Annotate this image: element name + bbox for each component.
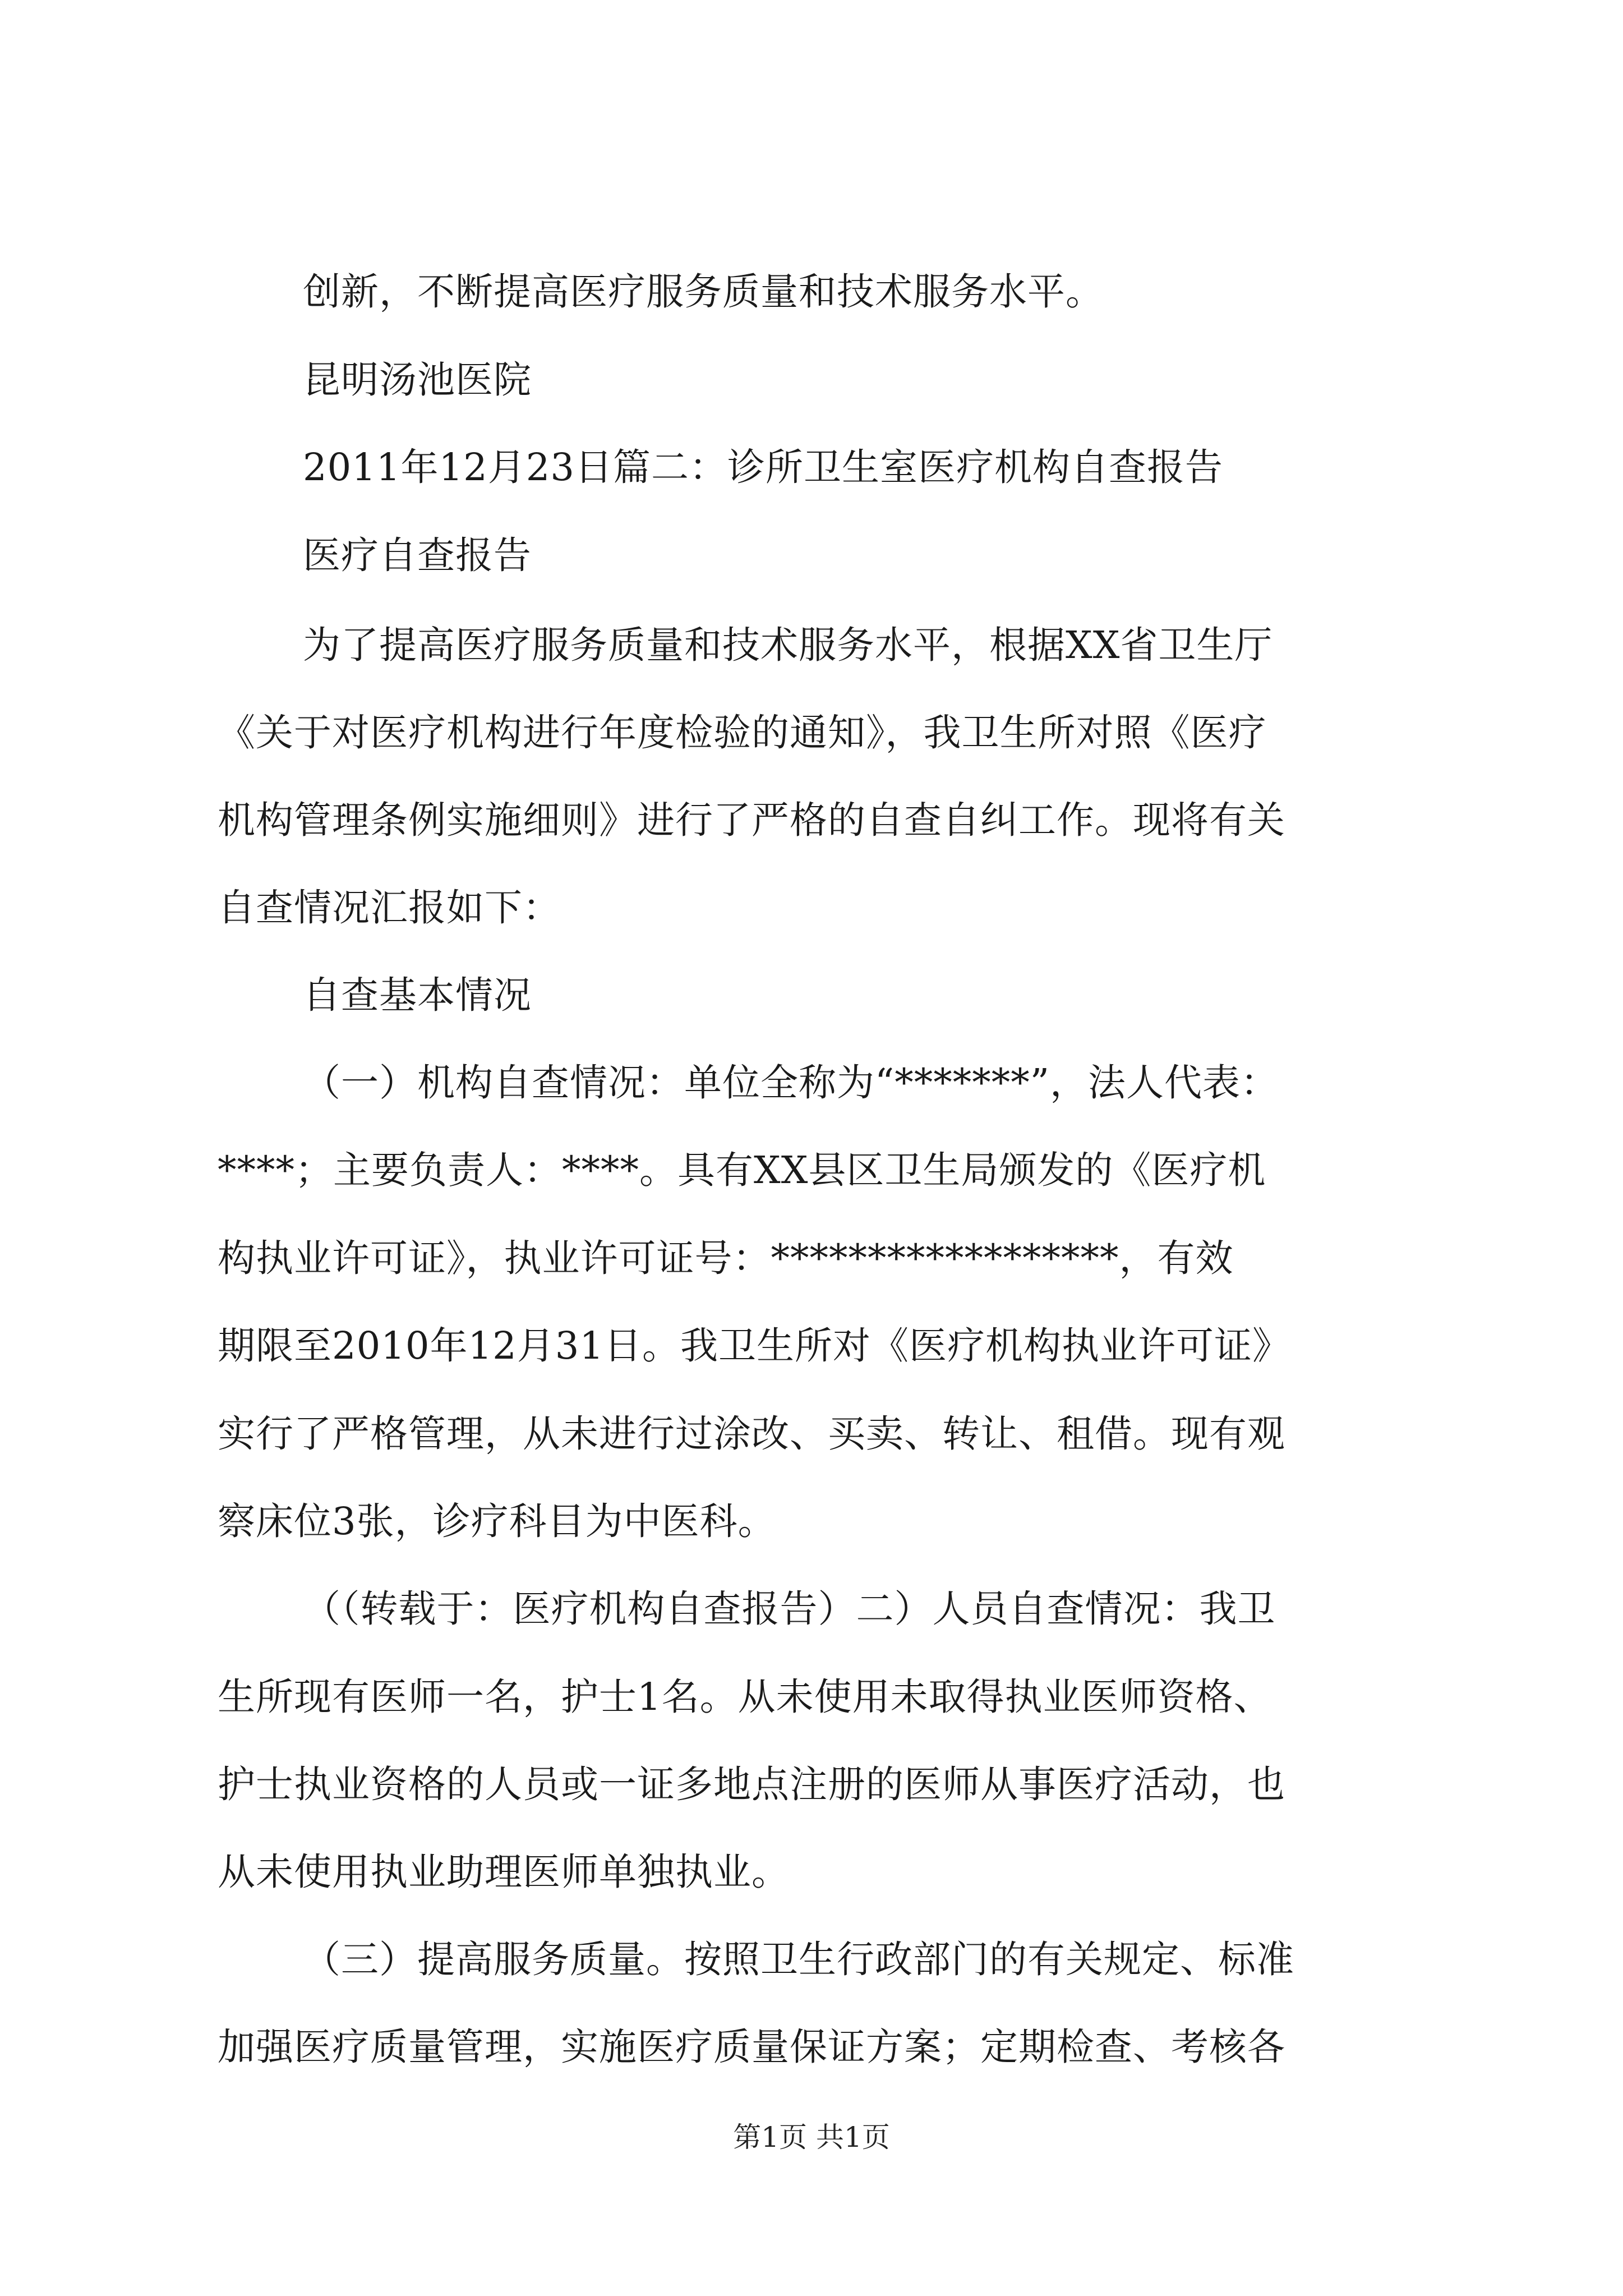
text-line: （（转载于：医疗机构自查报告）二）人员自查情况：我卫 — [303, 1587, 1276, 1631]
text-line: 生所现有医师一名，护士1名。从未使用未取得执业医师资格、 — [218, 1675, 1272, 1719]
text-line: （一）机构自查情况：单位全称为“*******”，法人代表： — [303, 1061, 1279, 1105]
text-line: ****；主要负责人：****。具有XX县区卫生局颁发的《医疗机 — [218, 1148, 1266, 1192]
text-line: 创新，不断提高医疗服务质量和技术服务水平。 — [303, 270, 1104, 314]
text-line: 察床位3张，诊疗科目为中医科。 — [218, 1499, 776, 1543]
text-line: 实行了严格管理，从未进行过涂改、买卖、转让、租借。现有观 — [218, 1412, 1285, 1456]
text-line: 为了提高医疗服务质量和技术服务水平，根据XX省卫生厅 — [303, 623, 1273, 667]
text-line: 从未使用执业助理医师单独执业。 — [218, 1850, 790, 1894]
text-line: 机构管理条例实施细则》进行了严格的自查自纠工作。现将有关 — [218, 798, 1285, 842]
text-line: 构执业许可证》，执业许可证号：******************，有效 — [218, 1236, 1234, 1280]
text-line: 自查基本情况 — [303, 973, 532, 1017]
text-line: 护士执业资格的人员或一证多地点注册的医师从事医疗活动，也 — [218, 1763, 1285, 1806]
text-line: 2011年12月23日篇二：诊所卫生室医疗机构自查报告 — [303, 445, 1224, 489]
text-line: 《关于对医疗机构进行年度检验的通知》，我卫生所对照《医疗 — [218, 711, 1267, 754]
page-number: 第1页 共1页 — [733, 2121, 890, 2154]
text-line: 期限至2010年12月31日。我卫生所对《医疗机构执业许可证》 — [218, 1324, 1291, 1368]
text-line: （三）提高服务质量。按照卫生行政部门的有关规定、标准 — [303, 1938, 1294, 1981]
text-line: 昆明汤池医院 — [303, 358, 532, 402]
text-line: 医疗自查报告 — [303, 533, 532, 577]
text-line: 自查情况汇报如下： — [218, 886, 561, 930]
text-line: 加强医疗质量管理，实施医疗质量保证方案；定期检查、考核各 — [218, 2025, 1285, 2069]
